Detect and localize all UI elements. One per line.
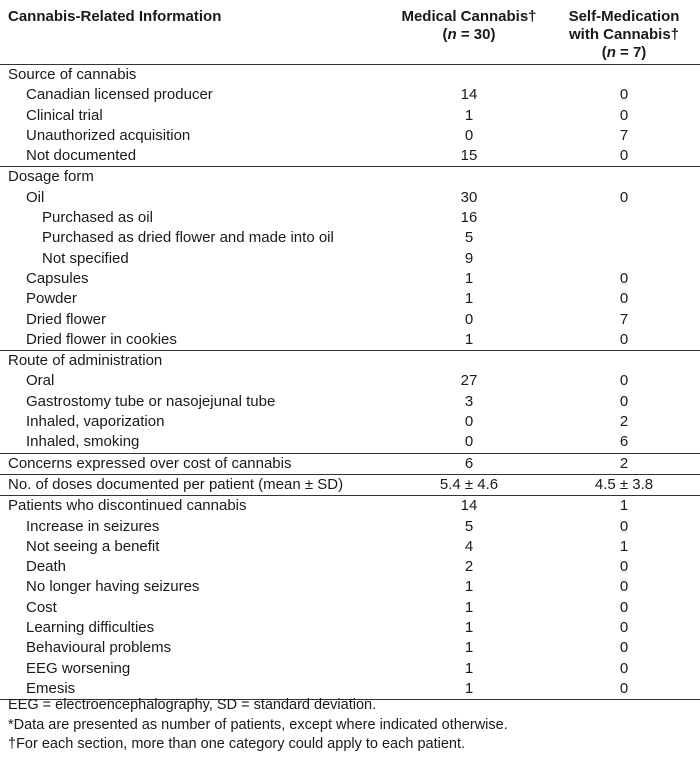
medical-cannabis-value: 6 [464, 454, 474, 472]
self-medication-value: 0 [619, 372, 629, 390]
table-row [0, 618, 700, 638]
header-self-n: (n = 7) [601, 44, 647, 61]
table-row [0, 537, 700, 557]
medical-cannabis-value: 5 [464, 517, 474, 535]
header-medical-n: (n = 30) [442, 26, 496, 43]
table-row [0, 330, 700, 350]
self-medication-value: 1 [619, 537, 629, 555]
table-row [0, 475, 700, 495]
footnote-data-presentation: *Data are presented as number of patients, except where indicated otherwise. [8, 716, 508, 733]
table-section [0, 475, 700, 496]
medical-cannabis-value: 15 [460, 147, 478, 165]
medical-cannabis-value: 1 [464, 330, 474, 348]
table-row [0, 598, 700, 618]
table-row [0, 412, 700, 432]
row-label: Inhaled, vaporization [26, 413, 165, 431]
table-section [0, 351, 700, 453]
table-row [0, 432, 700, 452]
medical-cannabis-value: 1 [464, 619, 474, 637]
header-medical-cannabis [395, 8, 543, 44]
table-section [0, 454, 700, 475]
self-medication-value: 0 [619, 679, 629, 697]
row-label: Gastrostomy tube or nasojejunal tube [26, 392, 276, 410]
self-medication-value: 0 [619, 330, 629, 348]
self-medication-value: 1 [619, 497, 629, 515]
medical-cannabis-value: 30 [460, 188, 478, 206]
medical-cannabis-value: 1 [464, 106, 474, 124]
self-medication-value: 0 [619, 147, 629, 165]
table-section [0, 167, 700, 351]
table-row [0, 208, 700, 228]
row-label: Powder [26, 290, 77, 308]
medical-cannabis-value: 9 [464, 249, 474, 267]
table-section [0, 496, 700, 700]
table-row [0, 146, 700, 166]
header-medical-title: Medical Cannabis† [401, 8, 537, 25]
medical-cannabis-value: 1 [464, 598, 474, 616]
row-label: Not specified [42, 249, 129, 267]
self-medication-value: 0 [619, 598, 629, 616]
table-row [0, 228, 700, 248]
medical-cannabis-value: 1 [464, 679, 474, 697]
self-medication-value: 0 [619, 290, 629, 308]
medical-cannabis-value: 0 [464, 413, 474, 431]
row-label: Emesis [26, 679, 76, 697]
table-row [0, 577, 700, 597]
row-label: Cost [26, 598, 57, 616]
self-medication-value: 7 [619, 310, 629, 328]
medical-cannabis-value: 3 [464, 392, 474, 410]
medical-cannabis-value: 0 [464, 433, 474, 451]
self-medication-value: 0 [619, 639, 629, 657]
medical-cannabis-value: 0 [464, 126, 474, 144]
table-row [0, 126, 700, 146]
table-row [0, 106, 700, 126]
table-row [0, 249, 700, 269]
header-self-n-symbol: n [606, 44, 616, 61]
table-row [0, 65, 700, 85]
row-label: Oil [26, 188, 45, 206]
self-medication-value: 0 [619, 659, 629, 677]
row-label: Patients who discontinued cannabis [8, 497, 247, 515]
self-medication-value: 0 [619, 392, 629, 410]
header-self-title-1: Self-Medication [568, 8, 680, 25]
medical-cannabis-value: 1 [464, 659, 474, 677]
self-medication-value: 0 [619, 517, 629, 535]
table-row [0, 496, 700, 516]
row-label: Capsules [26, 269, 89, 287]
medical-cannabis-value: 1 [464, 578, 474, 596]
row-label: EEG worsening [26, 659, 131, 677]
table-row [0, 310, 700, 330]
medical-cannabis-value: 4 [464, 537, 474, 555]
row-label: Concerns expressed over cost of cannabis [8, 454, 292, 472]
header-medical-n-value: = 30) [456, 26, 496, 43]
table-row [0, 557, 700, 577]
self-medication-value: 0 [619, 86, 629, 104]
row-label: Source of cannabis [8, 66, 137, 83]
row-label: Unauthorized acquisition [26, 126, 191, 144]
medical-cannabis-value: 5 [464, 229, 474, 247]
self-medication-value: 2 [619, 413, 629, 431]
table-row [0, 85, 700, 105]
header-self-title-2: with Cannabis† [568, 26, 680, 43]
row-label: Not seeing a benefit [26, 537, 160, 555]
row-label: Route of administration [8, 352, 163, 370]
medical-cannabis-value: 1 [464, 639, 474, 657]
self-medication-value: 0 [619, 558, 629, 576]
row-label: Dried flower [26, 310, 107, 328]
header-self-medication [548, 8, 700, 62]
row-label: Purchased as dried flower and made into oil [42, 229, 334, 247]
table-row [0, 351, 700, 371]
self-medication-value: 2 [619, 454, 629, 472]
medical-cannabis-value: 2 [464, 558, 474, 576]
medical-cannabis-value: 27 [460, 372, 478, 390]
table-row [0, 269, 700, 289]
footnote-categories: †For each section, more than one category could apply to each patient. [8, 736, 466, 752]
table-footnotes [8, 696, 508, 755]
self-medication-value: 6 [619, 433, 629, 451]
table-row [0, 659, 700, 679]
self-medication-value: 0 [619, 269, 629, 287]
table-row [0, 454, 700, 474]
row-label: Oral [26, 372, 55, 390]
self-medication-value: 0 [619, 106, 629, 124]
self-medication-value: 7 [619, 126, 629, 144]
self-medication-value: 0 [619, 188, 629, 206]
row-label: Purchased as oil [42, 209, 153, 227]
table-row [0, 371, 700, 391]
table-row [0, 167, 700, 187]
medical-cannabis-value: 16 [460, 209, 478, 227]
self-medication-value: 4.5 ± 3.8 [594, 475, 654, 493]
medical-cannabis-value: 14 [460, 497, 478, 515]
table-row [0, 638, 700, 658]
row-label: Inhaled, smoking [26, 433, 140, 451]
table-row [0, 289, 700, 309]
row-label: Learning difficulties [26, 619, 155, 637]
row-label: Increase in seizures [26, 517, 160, 535]
header-medical-n-symbol: n [447, 26, 457, 43]
row-label: Death [26, 558, 67, 576]
medical-cannabis-value: 14 [460, 86, 478, 104]
row-label: Not documented [26, 147, 137, 165]
row-label: Dried flower in cookies [26, 330, 177, 348]
table-header [0, 0, 700, 65]
medical-cannabis-value: 5.4 ± 4.6 [439, 475, 499, 493]
self-medication-value: 0 [619, 619, 629, 637]
row-label: No. of doses documented per patient (mean ± SD) [8, 475, 344, 493]
row-label: Clinical trial [26, 106, 103, 124]
self-medication-value: 0 [619, 578, 629, 596]
table-section [0, 65, 700, 167]
table-row [0, 188, 700, 208]
footnote-abbreviations: EEG = electroencephalography, SD = standard deviation. [8, 697, 377, 713]
row-label: Dosage form [8, 168, 94, 186]
table-row [0, 392, 700, 412]
header-self-n-value: = 7) [615, 44, 647, 61]
medical-cannabis-value: 0 [464, 310, 474, 328]
table-body [0, 65, 700, 700]
row-label: Canadian licensed producer [26, 86, 213, 104]
medical-cannabis-value: 1 [464, 269, 474, 287]
table-row [0, 517, 700, 537]
row-label: Behavioural problems [26, 639, 172, 657]
medical-cannabis-value: 1 [464, 290, 474, 308]
header-cannabis-info: Cannabis-Related Information [8, 8, 222, 25]
row-label: No longer having seizures [26, 578, 200, 596]
